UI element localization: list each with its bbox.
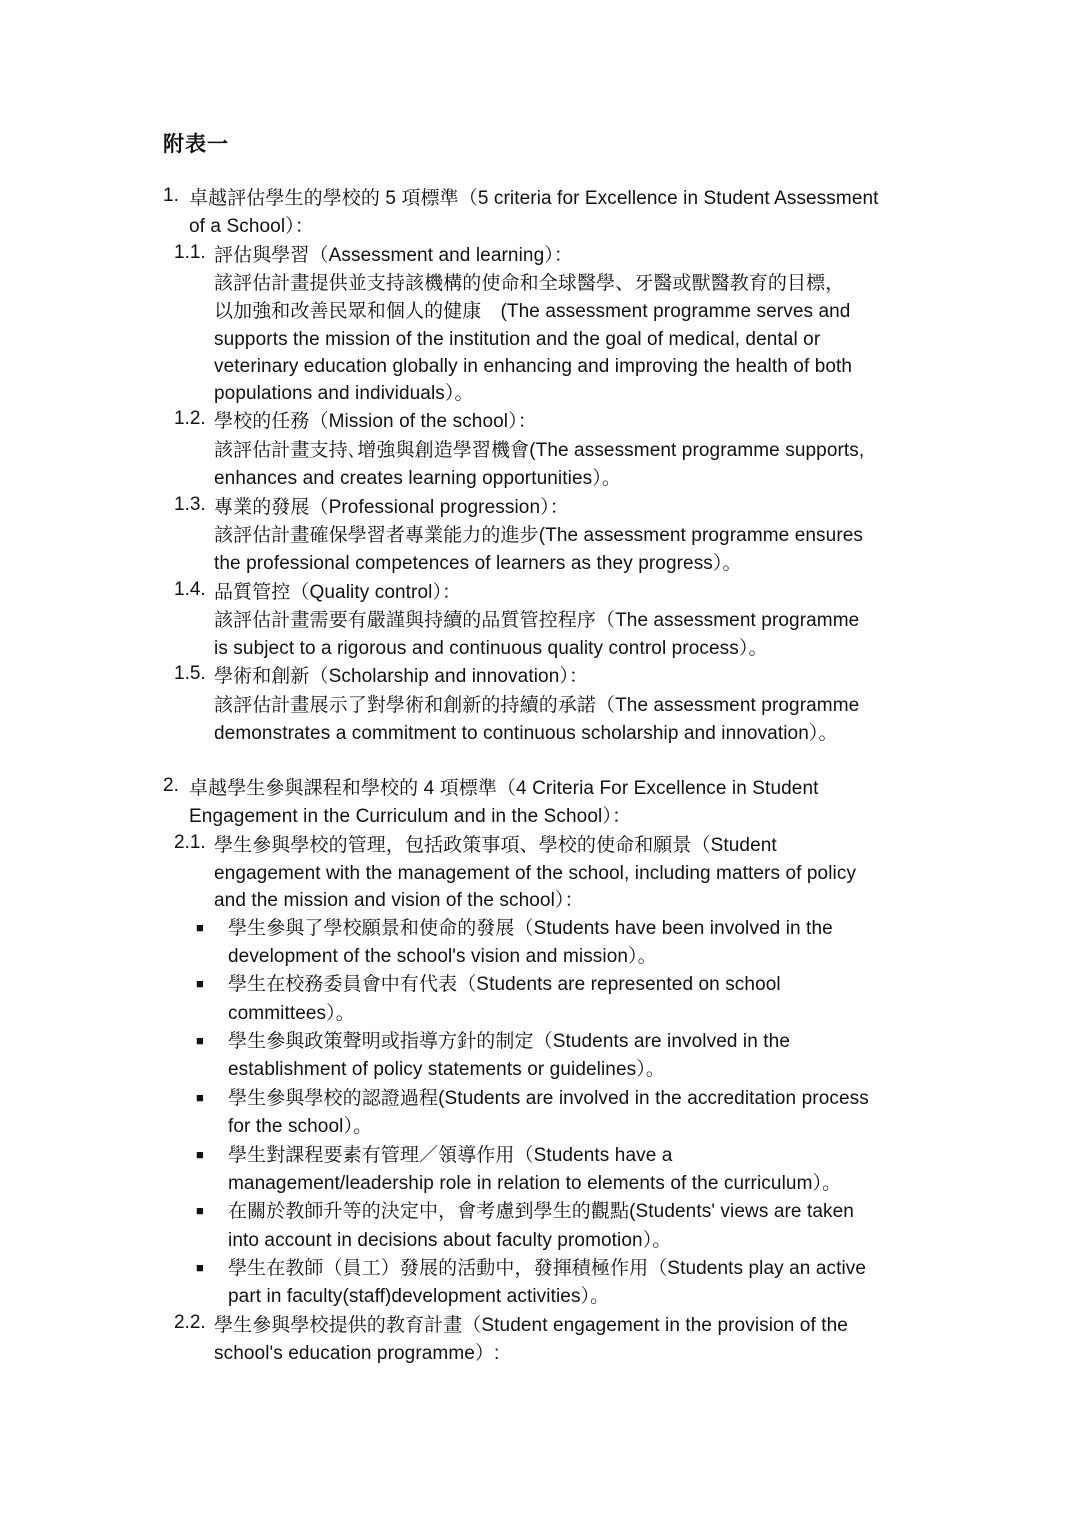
item-text-line: veterinary education globally in enhancing and improving the health of both xyxy=(214,356,853,377)
bullet-line: establishment of policy statements or guidelines）。 xyxy=(228,1059,665,1080)
item-text-line: 該評估計畫展示了對學術和創新的持續的承諾（The assessment programme xyxy=(214,695,860,716)
section-heading-line: Engagement in the Curriculum and in the School）： xyxy=(189,806,632,827)
item-text-line: populations and individuals）。 xyxy=(214,383,474,404)
bullet-line: 學生參與政策聲明或指導方針的制定（Students are involved in the xyxy=(228,1031,790,1052)
item-number: 1.5. xyxy=(174,663,206,684)
item-number: 2.1. xyxy=(174,832,206,853)
item-heading: 評估與學習（Assessment and learning）： xyxy=(214,245,573,266)
item-text-line: demonstrates a commitment to continuous scholarship and innovation）。 xyxy=(214,723,838,744)
item-heading: engagement with the management of the school, including matters of policy xyxy=(214,863,857,884)
page-title: 附表一 xyxy=(163,133,229,156)
section-heading-line: 卓越學生參與課程和學校的 4 項標準（4 Criteria For Excellence in Student xyxy=(189,778,819,799)
item-number: 1.4. xyxy=(174,579,206,600)
item-heading: 品質管控（Quality control）： xyxy=(214,582,462,603)
bullet-line: for the school）。 xyxy=(228,1116,373,1137)
item-number: 2.2. xyxy=(174,1312,206,1333)
bullet-line: committees）。 xyxy=(228,1003,355,1024)
bullet-marker: ■ xyxy=(196,1033,204,1048)
bullet-marker: ■ xyxy=(196,976,204,991)
bullet-line: 學生參與了學校願景和使命的發展（Students have been involved in the xyxy=(228,918,833,939)
bullet-line: 學生在教師（員工）發展的活動中，發揮積極作用（Students play an active xyxy=(228,1258,867,1279)
bullet-line: 學生參與學校的認證過程(Students are involved in the accreditation process xyxy=(228,1088,869,1109)
bullet-line: 在關於教師升等的決定中，會考慮到學生的觀點(Students' views are taken xyxy=(228,1201,854,1222)
item-text-line: the professional competences of learners as they progress）。 xyxy=(214,553,742,574)
item-text-line: 該評估計畫需要有嚴謹與持續的品質管控程序（The assessment programme xyxy=(214,610,860,631)
bullet-line: management/leadership role in relation to elements of the curriculum）。 xyxy=(228,1173,842,1194)
bullet-line: part in faculty(staff)development activities）。 xyxy=(228,1286,610,1307)
bullet-line: development of the school's vision and mission）。 xyxy=(228,946,657,967)
item-number: 1.2. xyxy=(174,408,206,429)
item-text-line: supports the mission of the institution and the goal of medical, dental or xyxy=(214,329,821,350)
bullet-line: 學生對課程要素有管理／領導作用（Students have a xyxy=(228,1145,673,1166)
item-number: 1.3. xyxy=(174,494,206,515)
item-heading: 學術和創新（Scholarship and innovation）： xyxy=(214,666,589,687)
bullet-line: into account in decisions about faculty promotion）。 xyxy=(228,1230,672,1251)
item-heading: school's education programme）: xyxy=(214,1343,500,1364)
item-text-line: 該評估計畫確保學習者專業能力的進步(The assessment programme ensures xyxy=(214,525,864,546)
item-heading: 學生參與學校提供的教育計畫（Student engagement in the provision of the xyxy=(214,1315,848,1336)
bullet-marker: ■ xyxy=(196,1260,204,1275)
item-heading: and the mission and vision of the school）： xyxy=(214,890,584,911)
item-number: 1.1. xyxy=(174,242,206,263)
item-text-line: 該評估計畫支持､增強與創造學習機會(The assessment programme supports, xyxy=(214,440,865,461)
section-number: 2. xyxy=(163,775,179,796)
item-heading: 學校的任務（Mission of the school）： xyxy=(214,411,537,432)
item-text-line: enhances and creates learning opportunities）。 xyxy=(214,468,621,489)
bullet-marker: ■ xyxy=(196,920,204,935)
bullet-marker: ■ xyxy=(196,1090,204,1105)
section-heading-line: 卓越評估學生的學校的 5 項標準（5 criteria for Excellence in Student Assessment xyxy=(189,188,879,209)
item-text-line: 該評估計畫提供並支持該機構的使命和全球醫學、牙醫或獸醫教育的目標， xyxy=(214,273,845,294)
bullet-marker: ■ xyxy=(196,1203,204,1218)
item-heading: 專業的發展（Professional progression）： xyxy=(214,497,569,518)
bullet-marker: ■ xyxy=(196,1147,204,1162)
section-heading-line: of a School）： xyxy=(189,216,314,237)
item-text-line: 以加強和改善民眾和個人的健康 (The assessment programme serves and xyxy=(214,301,851,322)
bullet-line: 學生在校務委員會中有代表（Students are represented on school xyxy=(228,974,781,995)
section-number: 1. xyxy=(163,185,179,206)
item-text-line: is subject to a rigorous and continuous quality control process）。 xyxy=(214,638,768,659)
item-heading: 學生參與學校的管理，包括政策事項、學校的使命和願景（Student xyxy=(214,835,777,856)
